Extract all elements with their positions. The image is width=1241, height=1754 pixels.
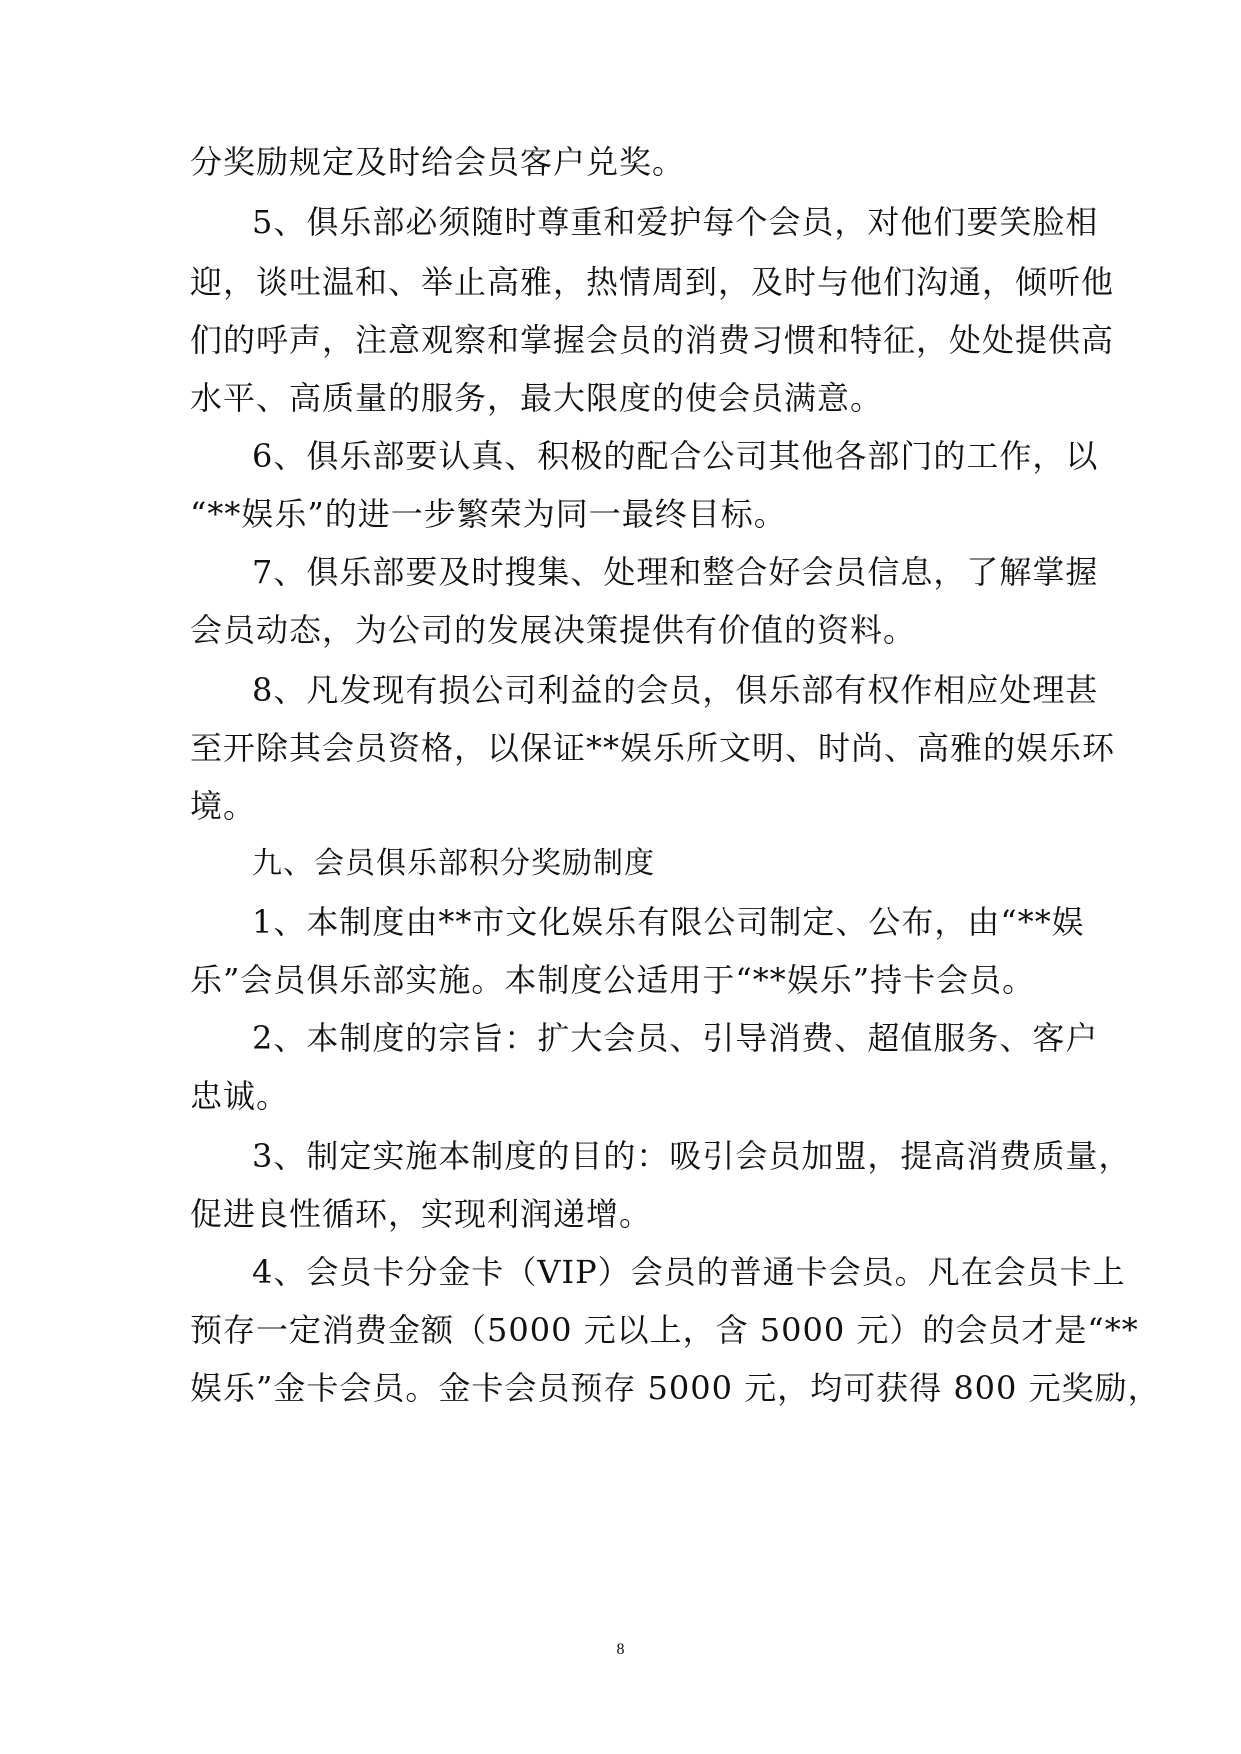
paragraph-line: 促进良性循环，实现利润递增。 — [190, 1195, 653, 1233]
paragraph-line: 分奖励规定及时给会员客户兑奖。 — [190, 143, 686, 181]
paragraph-line: 预存一定消费金额（5000 元以上，含 5000 元）的会员才是“** — [190, 1311, 1139, 1349]
paragraph-line: 水平、高质量的服务，最大限度的使会员满意。 — [190, 379, 884, 417]
paragraph-line: 6、俱乐部要认真、积极的配合公司其他各部门的工作，以 — [252, 437, 1099, 475]
page-number: 8 — [616, 1641, 625, 1658]
paragraph-line: 3、制定实施本制度的目的：吸引会员加盟，提高消费质量， — [252, 1137, 1132, 1175]
paragraph-line: 8、凡发现有损公司利益的会员，俱乐部有权作相应处理甚 — [252, 671, 1099, 709]
paragraph-line: 娱乐”金卡会员。金卡会员预存 5000 元，均可获得 800 元奖励， — [190, 1369, 1161, 1407]
paragraph-line: 乐”会员俱乐部实施。本制度公适用于“**娱乐”持卡会员。 — [190, 961, 1036, 999]
paragraph-line: 2、本制度的宗旨：扩大会员、引导消费、超值服务、客户 — [252, 1019, 1099, 1057]
paragraph-line: 5、俱乐部必须随时尊重和爱护每个会员，对他们要笑脸相 — [252, 203, 1099, 241]
paragraph-line: 7、俱乐部要及时搜集、处理和整合好会员信息，了解掌握 — [252, 553, 1099, 591]
section-heading: 九、会员俱乐部积分奖励制度 — [252, 846, 655, 881]
paragraph-line: 迎，谈吐温和、举止高雅，热情周到，及时与他们沟通，倾听他 — [190, 263, 1115, 301]
paragraph-line: 1、本制度由**市文化娱乐有限公司制定、公布，由“**娱 — [252, 903, 1085, 941]
paragraph-line: 境。 — [190, 787, 257, 825]
paragraph-line: 会员动态，为公司的发展决策提供有价值的资料。 — [190, 611, 917, 649]
paragraph-line: 4、会员卡分金卡（VIP）会员的普通卡会员。凡在会员卡上 — [252, 1253, 1126, 1291]
paragraph-line: 们的呼声，注意观察和掌握会员的消费习惯和特征，处处提供高 — [190, 321, 1115, 359]
paragraph-line: 至开除其会员资格，以保证**娱乐所文明、时尚、高雅的娱乐环 — [190, 729, 1116, 767]
paragraph-line: “**娱乐”的进一步繁荣为同一最终目标。 — [190, 495, 787, 533]
paragraph-line: 忠诚。 — [190, 1077, 290, 1115]
